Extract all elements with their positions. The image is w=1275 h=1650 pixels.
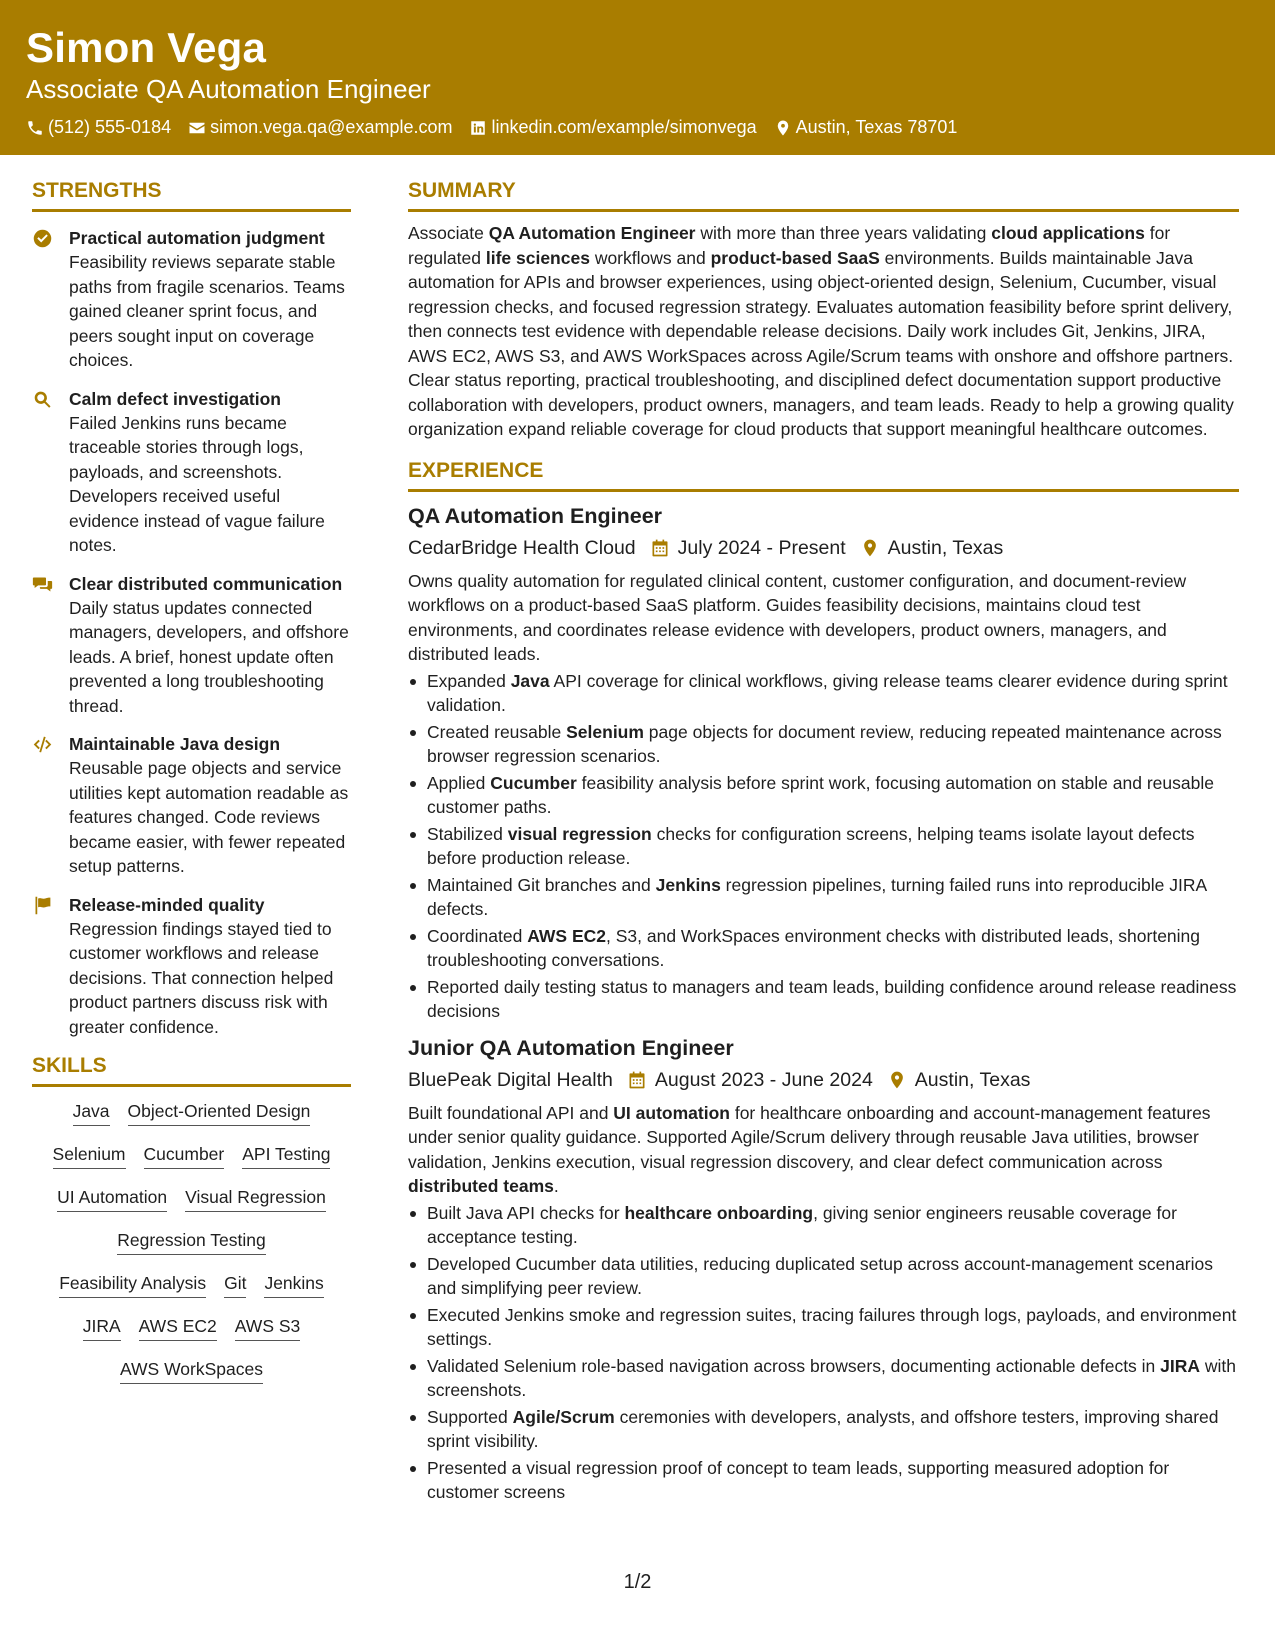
- skill-tag: Selenium: [53, 1142, 126, 1169]
- search-icon: [32, 389, 53, 410]
- strength-title: Practical automation judgment: [69, 228, 325, 248]
- page-number: 1/2: [623, 1571, 652, 1593]
- strength-item: [32, 387, 351, 558]
- job-dates: August 2023 - June 2024: [627, 1067, 873, 1093]
- summary-heading: SUMMARY: [408, 178, 1239, 212]
- skill-tag: Jenkins: [264, 1271, 323, 1298]
- job-company: BluePeak Digital Health: [408, 1068, 613, 1091]
- flag-icon: [32, 895, 53, 916]
- job-bullet: Stabilized visual regression checks for configuration screens, helping teams isolate layout defects before production release.: [408, 822, 1239, 871]
- calendar-icon: [627, 1070, 647, 1090]
- skill-tag: Feasibility Analysis: [59, 1271, 206, 1298]
- job-bullet: Created reusable Selenium page objects for document review, reducing repeated maintenance across browser regression scenarios.: [408, 720, 1239, 769]
- job-bullet: Developed Cucumber data utilities, reducing duplicated setup across account-management scenarios and simplifying peer review.: [408, 1252, 1239, 1301]
- skill-tag: Regression Testing: [117, 1228, 266, 1255]
- skill-tag: API Testing: [242, 1142, 330, 1169]
- email-text: simon.vega.qa@example.com: [210, 117, 453, 137]
- contact-bar: [26, 117, 1249, 138]
- strengths-list: [32, 226, 351, 1039]
- job-bullets: [408, 1201, 1239, 1505]
- envelope-icon: [188, 119, 206, 137]
- job-bullets: [408, 669, 1239, 1024]
- skill-tag: Git: [224, 1271, 246, 1298]
- check-circle-icon: [32, 228, 53, 249]
- linkedin-text: linkedin.com/example/simonvega: [491, 117, 757, 137]
- job-description: Built foundational API and UI automation for healthcare onboarding and account-management features under senior quality guidance. Supported Agile/Scrum delivery through reusable Java utilities, browser validation, Jenkins execution, visual regression discovery, and clear defect communication across distributed teams.: [408, 1102, 1211, 1196]
- strength-item: [32, 572, 351, 719]
- phone-text: (512) 555-0184: [48, 117, 172, 137]
- job-bullet: Supported Agile/Scrum ceremonies with developers, analysts, and offshore testers, improving shared sprint visibility.: [408, 1405, 1239, 1454]
- skills-list: [32, 1099, 351, 1384]
- strength-item: [32, 732, 351, 879]
- location-text: Austin, Texas 78701: [795, 117, 958, 137]
- job-bullet: Maintained Git branches and Jenkins regression pipelines, turning failed runs into reproducible JIRA defects.: [408, 873, 1239, 922]
- job-dates: July 2024 - Present: [650, 535, 846, 561]
- skill-tag: UI Automation: [57, 1185, 167, 1212]
- strengths-heading: STRENGTHS: [32, 178, 351, 212]
- comments-icon: [32, 574, 53, 595]
- right-column: [408, 178, 1239, 1507]
- job-location: Austin, Texas: [860, 535, 1004, 561]
- skill-tag: AWS WorkSpaces: [120, 1357, 263, 1384]
- strength-desc: Regression findings stayed tied to customer workflows and release decisions. That connection helped product partners discuss risk with greater confidence.: [69, 918, 334, 1037]
- job-bullet: Validated Selenium role-based navigation across browsers, documenting actionable defects in JIRA with screenshots.: [408, 1354, 1239, 1403]
- job-description: Owns quality automation for regulated clinical content, customer configuration, and document-review workflows on a product-based SaaS platform. Guides feasibility decisions, maintains cloud test environments, and coordinates release evidence with developers, product owners, managers, and distributed leads.: [408, 570, 1187, 664]
- contact-email[interactable]: [188, 117, 452, 138]
- candidate-role: Associate QA Automation Engineer: [26, 74, 431, 104]
- map-marker-icon: [887, 1070, 907, 1090]
- skill-tag: Cucumber: [144, 1142, 225, 1169]
- contact-location: [774, 117, 958, 138]
- job-meta: [408, 1067, 1239, 1093]
- strength-title: Maintainable Java design: [69, 734, 281, 754]
- job-bullet: Executed Jenkins smoke and regression suites, tracing failures through logs, payloads, and environment settings.: [408, 1303, 1239, 1352]
- contact-linkedin[interactable]: [469, 117, 756, 138]
- job-bullet: Presented a visual regression proof of concept to team leads, supporting measured adoption for customer screens: [408, 1456, 1239, 1505]
- strength-desc: Reusable page objects and service utilities kept automation readable as features changed. Code reviews became easier, with fewer repeated setup patterns.: [69, 758, 349, 876]
- skill-tag: JIRA: [83, 1314, 121, 1341]
- job-bullet: Expanded Java API coverage for clinical workflows, giving release teams clearer evidence during sprint validation.: [408, 669, 1239, 718]
- resume-header: [0, 0, 1275, 155]
- strength-desc: Daily status updates connected managers, developers, and offshore leads. A brief, honest update often prevented a long troubleshooting thread.: [69, 597, 349, 716]
- skills-heading: SKILLS: [32, 1053, 351, 1087]
- job-title: Junior QA Automation Engineer: [408, 1035, 734, 1060]
- code-icon: [32, 734, 53, 755]
- map-marker-icon: [774, 119, 792, 137]
- skill-tag: Object-Oriented Design: [128, 1099, 311, 1126]
- summary-text: Associate QA Automation Engineer with more than three years validating cloud applications for regulated life sciences workflows and product-based SaaS environments. Builds maintainable Java automation for APIs and browser experiences, using object-oriented design, Selenium, Cucumber, visual regression checks, and focused regression strategy. Evaluates automation feasibility before sprint delivery, then connects test evidence with dependable release decisions. Daily work includes Git, Jenkins, JIRA, AWS EC2, AWS S3, and AWS WorkSpaces across Agile/Scrum teams with onshore and offshore partners. Clear status reporting, practical troubleshooting, and disciplined defect documentation support productive collaboration with developers, product owners, managers, and team leads. Ready to help a growing quality organization expand reliable coverage for cloud products that support meaningful healthcare outcomes.: [408, 223, 1234, 439]
- phone-icon: [26, 119, 44, 137]
- job-company: CedarBridge Health Cloud: [408, 536, 636, 559]
- candidate-name: Simon Vega: [26, 24, 267, 71]
- job-bullet: Built Java API checks for healthcare onboarding, giving senior engineers reusable coverage for acceptance testing.: [408, 1201, 1239, 1250]
- strength-item: [32, 226, 351, 373]
- job-location: Austin, Texas: [887, 1067, 1031, 1093]
- skill-tag: AWS EC2: [139, 1314, 217, 1341]
- map-marker-icon: [860, 538, 880, 558]
- strength-desc: Feasibility reviews separate stable paths from fragile scenarios. Teams gained cleaner sprint focus, and peers sought input on coverage choices.: [69, 252, 345, 370]
- experience-heading: EXPERIENCE: [408, 458, 1239, 492]
- strength-title: Clear distributed communication: [69, 573, 343, 594]
- job-bullet: Coordinated AWS EC2, S3, and WorkSpaces environment checks with distributed leads, shortening troubleshooting conversations.: [408, 924, 1239, 973]
- strength-desc: Failed Jenkins runs became traceable stories through logs, payloads, and screenshots. Developers received useful evidence instead of vague failure notes.: [69, 412, 325, 555]
- strength-item: [32, 893, 351, 1040]
- calendar-icon: [650, 538, 670, 558]
- job-meta: [408, 535, 1239, 561]
- skill-tag: Visual Regression: [185, 1185, 326, 1212]
- job-bullet: Applied Cucumber feasibility analysis before sprint work, focusing automation on stable and reusable customer paths.: [408, 771, 1239, 820]
- skill-tag: AWS S3: [235, 1314, 300, 1341]
- job-bullet: Reported daily testing status to managers and team leads, building confidence around release readiness decisions: [408, 975, 1239, 1024]
- skill-tag: Java: [73, 1099, 110, 1126]
- left-column: [32, 178, 351, 1400]
- linkedin-icon: [469, 119, 487, 137]
- job-title: QA Automation Engineer: [408, 503, 663, 528]
- contact-phone: [26, 117, 171, 138]
- strength-title: Release-minded quality: [69, 894, 265, 915]
- strength-title: Calm defect investigation: [69, 388, 281, 409]
